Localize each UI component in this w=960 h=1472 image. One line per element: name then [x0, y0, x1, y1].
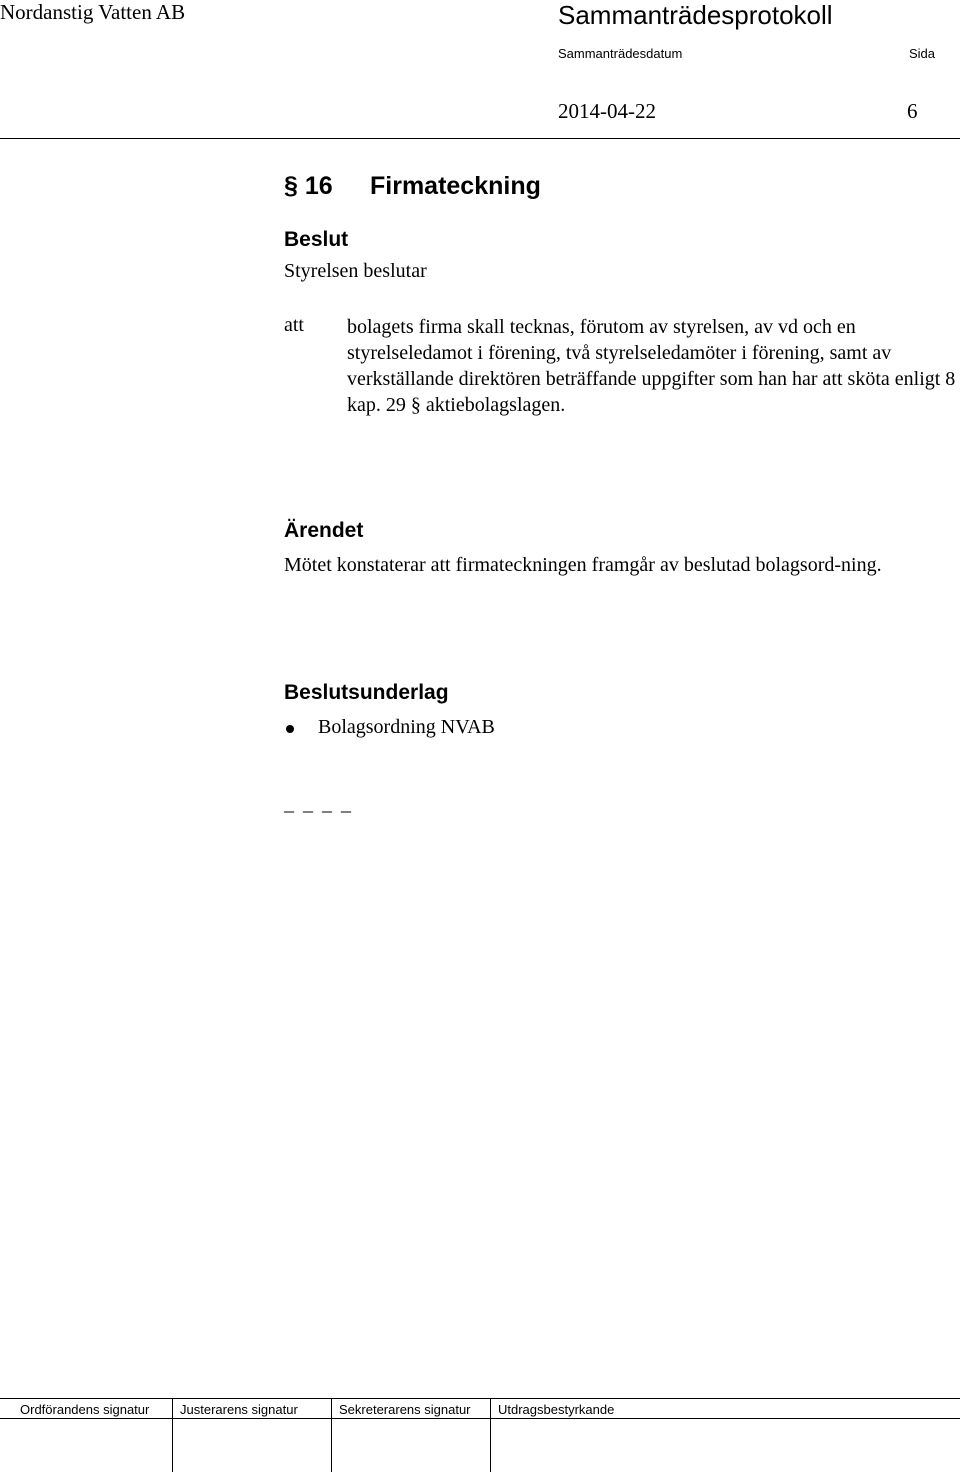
header-divider: [0, 138, 960, 139]
decision-text: bolagets firma skall tecknas, förutom av styrelsen, av vd och en styrelseledamot i förening, två styrelseledamöter i förening, samt av verkställande direktören beträffande uppgifter som han har att sköta enligt 8 kap. 29 § aktiebolagslagen.: [347, 316, 956, 416]
arendet-text: Mötet konstaterar att firmateckningen framgår av beslutad bolagsord-ning.: [284, 554, 882, 576]
page-number: 6: [907, 99, 918, 123]
signature-chair: Ordförandens signatur: [20, 1402, 150, 1417]
att-label: att: [284, 314, 304, 336]
footer-bottom-rule: [0, 1418, 960, 1419]
bullet-icon: [286, 725, 294, 733]
signature-certification: Utdragsbestyrkande: [498, 1402, 615, 1417]
underlag-heading: Beslutsunderlag: [284, 681, 449, 704]
paragraph-symbol: §: [284, 172, 298, 200]
organization-name: Nordanstig Vatten AB: [0, 0, 186, 24]
footer-top-rule: [0, 1398, 960, 1399]
beslut-intro: Styrelsen beslutar: [284, 260, 427, 282]
document-type: Sammanträdesprotokoll: [558, 0, 833, 30]
end-mark: _ _ _ _: [284, 793, 353, 815]
beslut-heading: Beslut: [284, 228, 349, 251]
section-title: Firmateckning: [370, 172, 541, 200]
footer-column-divider: [490, 1398, 491, 1472]
section-number: § 16: [284, 172, 333, 200]
page-label: Sida: [909, 46, 936, 61]
footer-column-divider: [172, 1398, 173, 1472]
section-heading: [284, 172, 541, 201]
signature-secretary: Sekreterarens signatur: [339, 1402, 471, 1417]
signature-adjuster: Justerarens signatur: [180, 1402, 298, 1417]
meeting-date: 2014-04-22: [558, 99, 656, 123]
footer-column-divider: [331, 1398, 332, 1472]
meeting-date-label: Sammanträdesdatum: [558, 46, 683, 61]
arendet-heading: Ärendet: [284, 519, 364, 542]
list-item: Bolagsordning NVAB: [318, 716, 495, 738]
